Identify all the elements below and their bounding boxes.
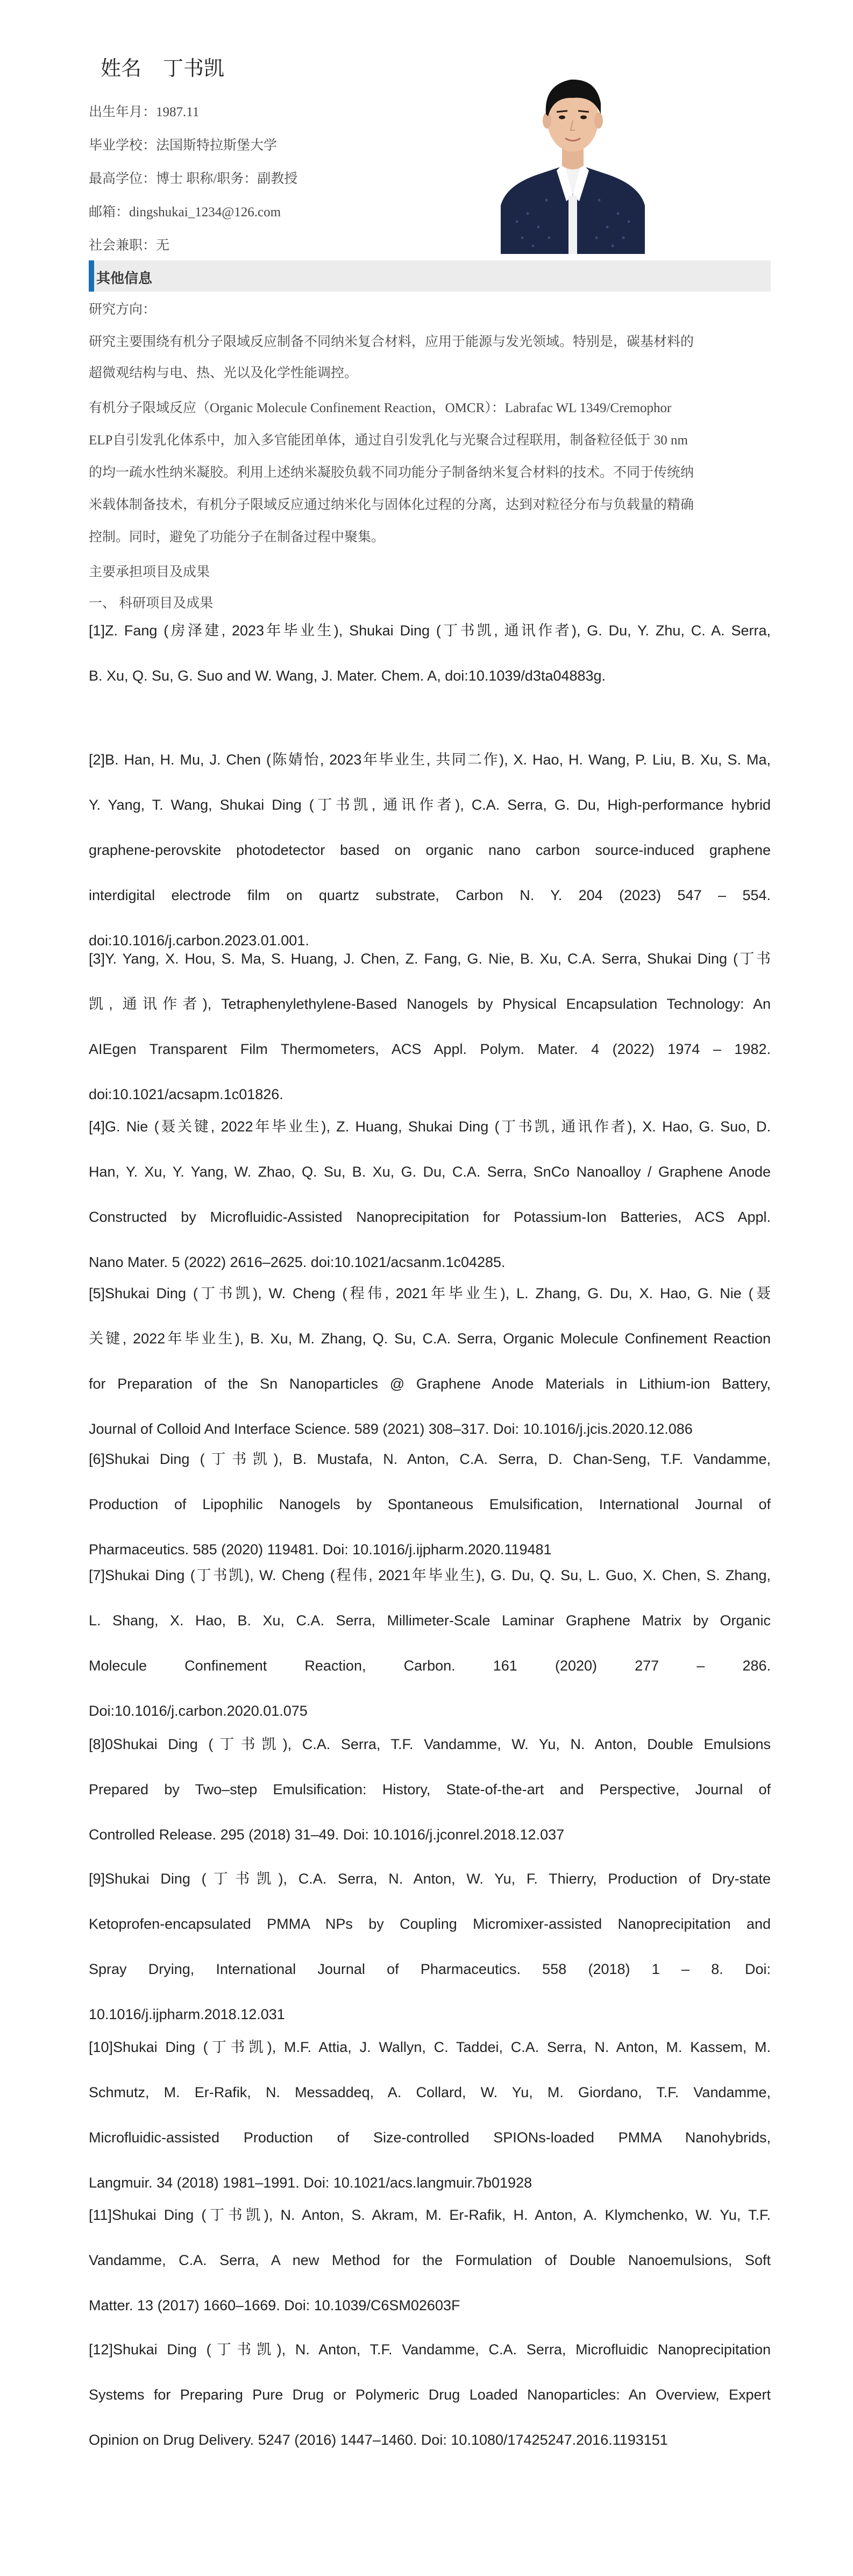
name-row	[101, 52, 224, 81]
publication-line: Doi:10.1016/j.carbon.2020.01.075	[89, 1703, 308, 1719]
publication-line: Controlled Release. 295 (2018) 31–49. Doi: 10.1016/j.jconrel.2018.12.037	[89, 1827, 565, 1843]
publication-line: [2]B. Han, H. Mu, J. Chen (陈婧怡, 2023年毕业生, 共同二作), X. Hao, H. Wang, P. Liu, B. Xu, S. Ma,	[89, 752, 771, 768]
publication-line: [7]Shukai Ding (丁书凯), W. Cheng (程伟, 2021年毕业生), G. Du, Q. Su, L. Guo, X. Chen, S. Zhang,	[89, 1567, 771, 1583]
publication-line: Production of Lipophilic Nanogels by Spontaneous Emulsification, International Journal of	[89, 1496, 771, 1512]
research-text-line: 超微观结构与电、热、光以及化学性能调控。	[89, 366, 358, 380]
publication-line: [4]G. Nie (聂关键, 2022年毕业生), Z. Huang, Shukai Ding (丁书凯, 通讯作者), X. Hao, G. Suo, D.	[89, 1119, 771, 1135]
research-text-line: ELP自引发乳化体系中，加入多官能团单体，通过自引发乳化与光聚合过程联用，制备粒径低于 30 nm	[89, 433, 688, 448]
publication-line: Prepared by Two–step Emulsification: History, State-of-the-art and Perspective, Journal of	[89, 1781, 771, 1797]
publication-line: Systems for Preparing Pure Drug or Polymeric Drug Loaded Nanoparticles: An Overview, Expert	[89, 2387, 771, 2403]
publication-line: Langmuir. 34 (2018) 1981–1991. Doi: 10.1021/acs.langmuir.7b01928	[89, 2175, 532, 2191]
publication-line: 凯, 通讯作者), Tetraphenylethylene-Based Nanogels by Physical Encapsulation Technology: An	[89, 996, 771, 1012]
publication-line: for Preparation of the Sn Nanoparticles @ Graphene Anode Materials in Lithium-ion Battery,	[89, 1376, 771, 1392]
publication-line: doi:10.1016/j.carbon.2023.01.001.	[89, 932, 309, 949]
publication-line: Schmutz, M. Er-Rafik, N. Messaddeq, A. Collard, W. Yu, M. Giordano, T.F. Vandamme,	[89, 2084, 771, 2100]
publication-line: [9]Shukai Ding (丁书凯), C.A. Serra, N. Anton, W. Yu, F. Thierry, Production of Dry-state	[89, 1871, 771, 1887]
publication-line: Han, Y. Xu, Y. Yang, W. Zhao, Q. Su, B. Xu, G. Du, C.A. Serra, SnCo Nanoalloy / Graphene Anode	[89, 1164, 771, 1180]
publication-line: Spray Drying, International Journal of Pharmaceutics. 558 (2018) 1 – 8. Doi:	[89, 1961, 771, 1977]
publication-line: [6]Shukai Ding (丁书凯), B. Mustafa, N. Anton, C.A. Serra, D. Chan-Seng, T.F. Vandamme,	[89, 1451, 771, 1467]
publication-line: [11]Shukai Ding (丁书凯), N. Anton, S. Akram, M. Er-Rafik, H. Anton, A. Klymchenko, W. Yu, T.F.	[89, 2207, 771, 2223]
publication-line: [3]Y. Yang, X. Hou, S. Ma, S. Huang, J. Chen, Z. Fang, G. Nie, B. Xu, C.A. Serra, Shukai Ding (丁书	[89, 951, 771, 967]
publication-line: Vandamme, C.A. Serra, A new Method for the Formulation of Double Nanoemulsions, Soft	[89, 2252, 771, 2268]
publication-line: [1]Z. Fang (房泽建, 2023年毕业生), Shukai Ding (丁书凯, 通讯作者), G. Du, Y. Zhu, C. A. Serra,	[89, 622, 771, 639]
research-text-line: 的均一疏水性纳米凝胶。利用上述纳米凝胶负载不同功能分子制备纳米复合材料的技术。不同于传统纳	[89, 465, 694, 480]
publication-line: L. Shang, X. Hao, B. Xu, C.A. Serra, Millimeter-Scale Laminar Graphene Matrix by Organic	[89, 1612, 771, 1629]
birth-date: 出生年月：1987.11	[89, 105, 200, 119]
publication-line: interdigital electrode film on quartz substrate, Carbon N. Y. 204 (2023) 547 – 554.	[89, 887, 771, 903]
projects-heading: 主要承担项目及成果	[89, 565, 210, 579]
section-accent	[89, 260, 94, 292]
publication-line: AIEgen Transparent Film Thermometers, ACS Appl. Polym. Mater. 4 (2022) 1974 – 1982.	[89, 1041, 771, 1057]
publication-line: graphene-perovskite photodetector based on organic nano carbon source-induced graphene	[89, 842, 771, 858]
publication-line: B. Xu, Q. Su, G. Suo and W. Wang, J. Mater. Chem. A, doi:10.1039/d3ta04883g.	[89, 668, 606, 684]
name-value: 丁书凯	[163, 58, 225, 80]
publication-line: Opinion on Drug Delivery. 5247 (2016) 1447–1460. Doi: 10.1080/17425247.2016.1193151	[89, 2432, 668, 2448]
publication-line: Constructed by Microfluidic-Assisted Nanoprecipitation for Potassium-Ion Batteries, ACS Appl.	[89, 1209, 771, 1225]
section-title: 其他信息	[96, 270, 153, 286]
publication-line: Pharmaceutics. 585 (2020) 119481. Doi: 10.1016/j.ijpharm.2020.119481	[89, 1541, 552, 1558]
name-label: 姓名	[101, 58, 142, 80]
publication-line: Journal of Colloid And Interface Science. 589 (2021) 308–317. Doi: 10.1016/j.jcis.2020.12.086	[89, 1421, 693, 1437]
profile-photo	[501, 60, 645, 254]
publication-line: doi:10.1021/acsapm.1c01826.	[89, 1086, 283, 1102]
publication-line: Nano Mater. 5 (2022) 2616–2625. doi:10.1021/acsanm.1c04285.	[89, 1254, 506, 1270]
publication-line: [5]Shukai Ding (丁书凯), W. Cheng (程伟, 2021年毕业生), L. Zhang, G. Du, X. Hao, G. Nie (聂	[89, 1285, 771, 1301]
section-header	[89, 260, 771, 292]
projects-subheading: 一、 科研项目及成果	[89, 596, 214, 611]
research-text-line: 研究主要围绕有机分子限域反应制备不同纳米复合材料，应用于能源与发光领域。特别是，碳基材料的	[89, 335, 694, 349]
publication-line: [8]0Shukai Ding (丁书凯), C.A. Serra, T.F. Vandamme, W. Yu, N. Anton, Double Emulsions	[89, 1736, 771, 1752]
publication-line: [12]Shukai Ding (丁书凯), N. Anton, T.F. Vandamme, C.A. Serra, Microfluidic Nanoprecipitation	[89, 2341, 771, 2358]
publication-line: Microfluidic-assisted Production of Size-controlled SPIONs-loaded PMMA Nanohybrids,	[89, 2129, 771, 2146]
research-text-line: 有机分子限域反应（Organic Molecule Confinement Reaction，OMCR）：Labrafac WL 1349/Cremophor	[89, 401, 672, 415]
email: 邮箱：dingshukai_1234@126.com	[89, 205, 281, 220]
research-text-line: 米载体制备技术，有机分子限域反应通过纳米化与固体化过程的分离，达到对粒径分布与负载量的精确	[89, 498, 694, 512]
publication-line: 关键, 2022年毕业生), B. Xu, M. Zhang, Q. Su, C.A. Serra, Organic Molecule Confinement Reaction	[89, 1331, 771, 1347]
publication-line: Y. Yang, T. Wang, Shukai Ding (丁书凯, 通讯作者), C.A. Serra, G. Du, High-performance hybrid	[89, 797, 771, 813]
publication-line: [10]Shukai Ding (丁书凯), M.F. Attia, J. Wallyn, C. Taddei, C.A. Serra, N. Anton, M. Kassem, M.	[89, 2039, 771, 2055]
graduate-school: 毕业学校：法国斯特拉斯堡大学	[89, 138, 278, 153]
research-text-line: 控制。同时，避免了功能分子在制备过程中聚集。	[89, 530, 385, 544]
publication-line: Ketoprofen-encapsulated PMMA NPs by Coupling Micromixer-assisted Nanoprecipitation and	[89, 1916, 771, 1932]
publication-line: Matter. 13 (2017) 1660–1669. Doi: 10.1039/C6SM02603F	[89, 2297, 460, 2313]
publication-line: 10.1016/j.ijpharm.2018.12.031	[89, 2006, 285, 2022]
portrait-image	[501, 60, 645, 254]
degree-title: 最高学位：博士 职称/职务：副教授	[89, 172, 298, 186]
publication-line: Molecule Confinement Reaction, Carbon. 161 (2020) 277 – 286.	[89, 1658, 771, 1674]
research-heading: 研究方向：	[89, 302, 157, 317]
social-position: 社会兼职：无	[89, 238, 170, 253]
